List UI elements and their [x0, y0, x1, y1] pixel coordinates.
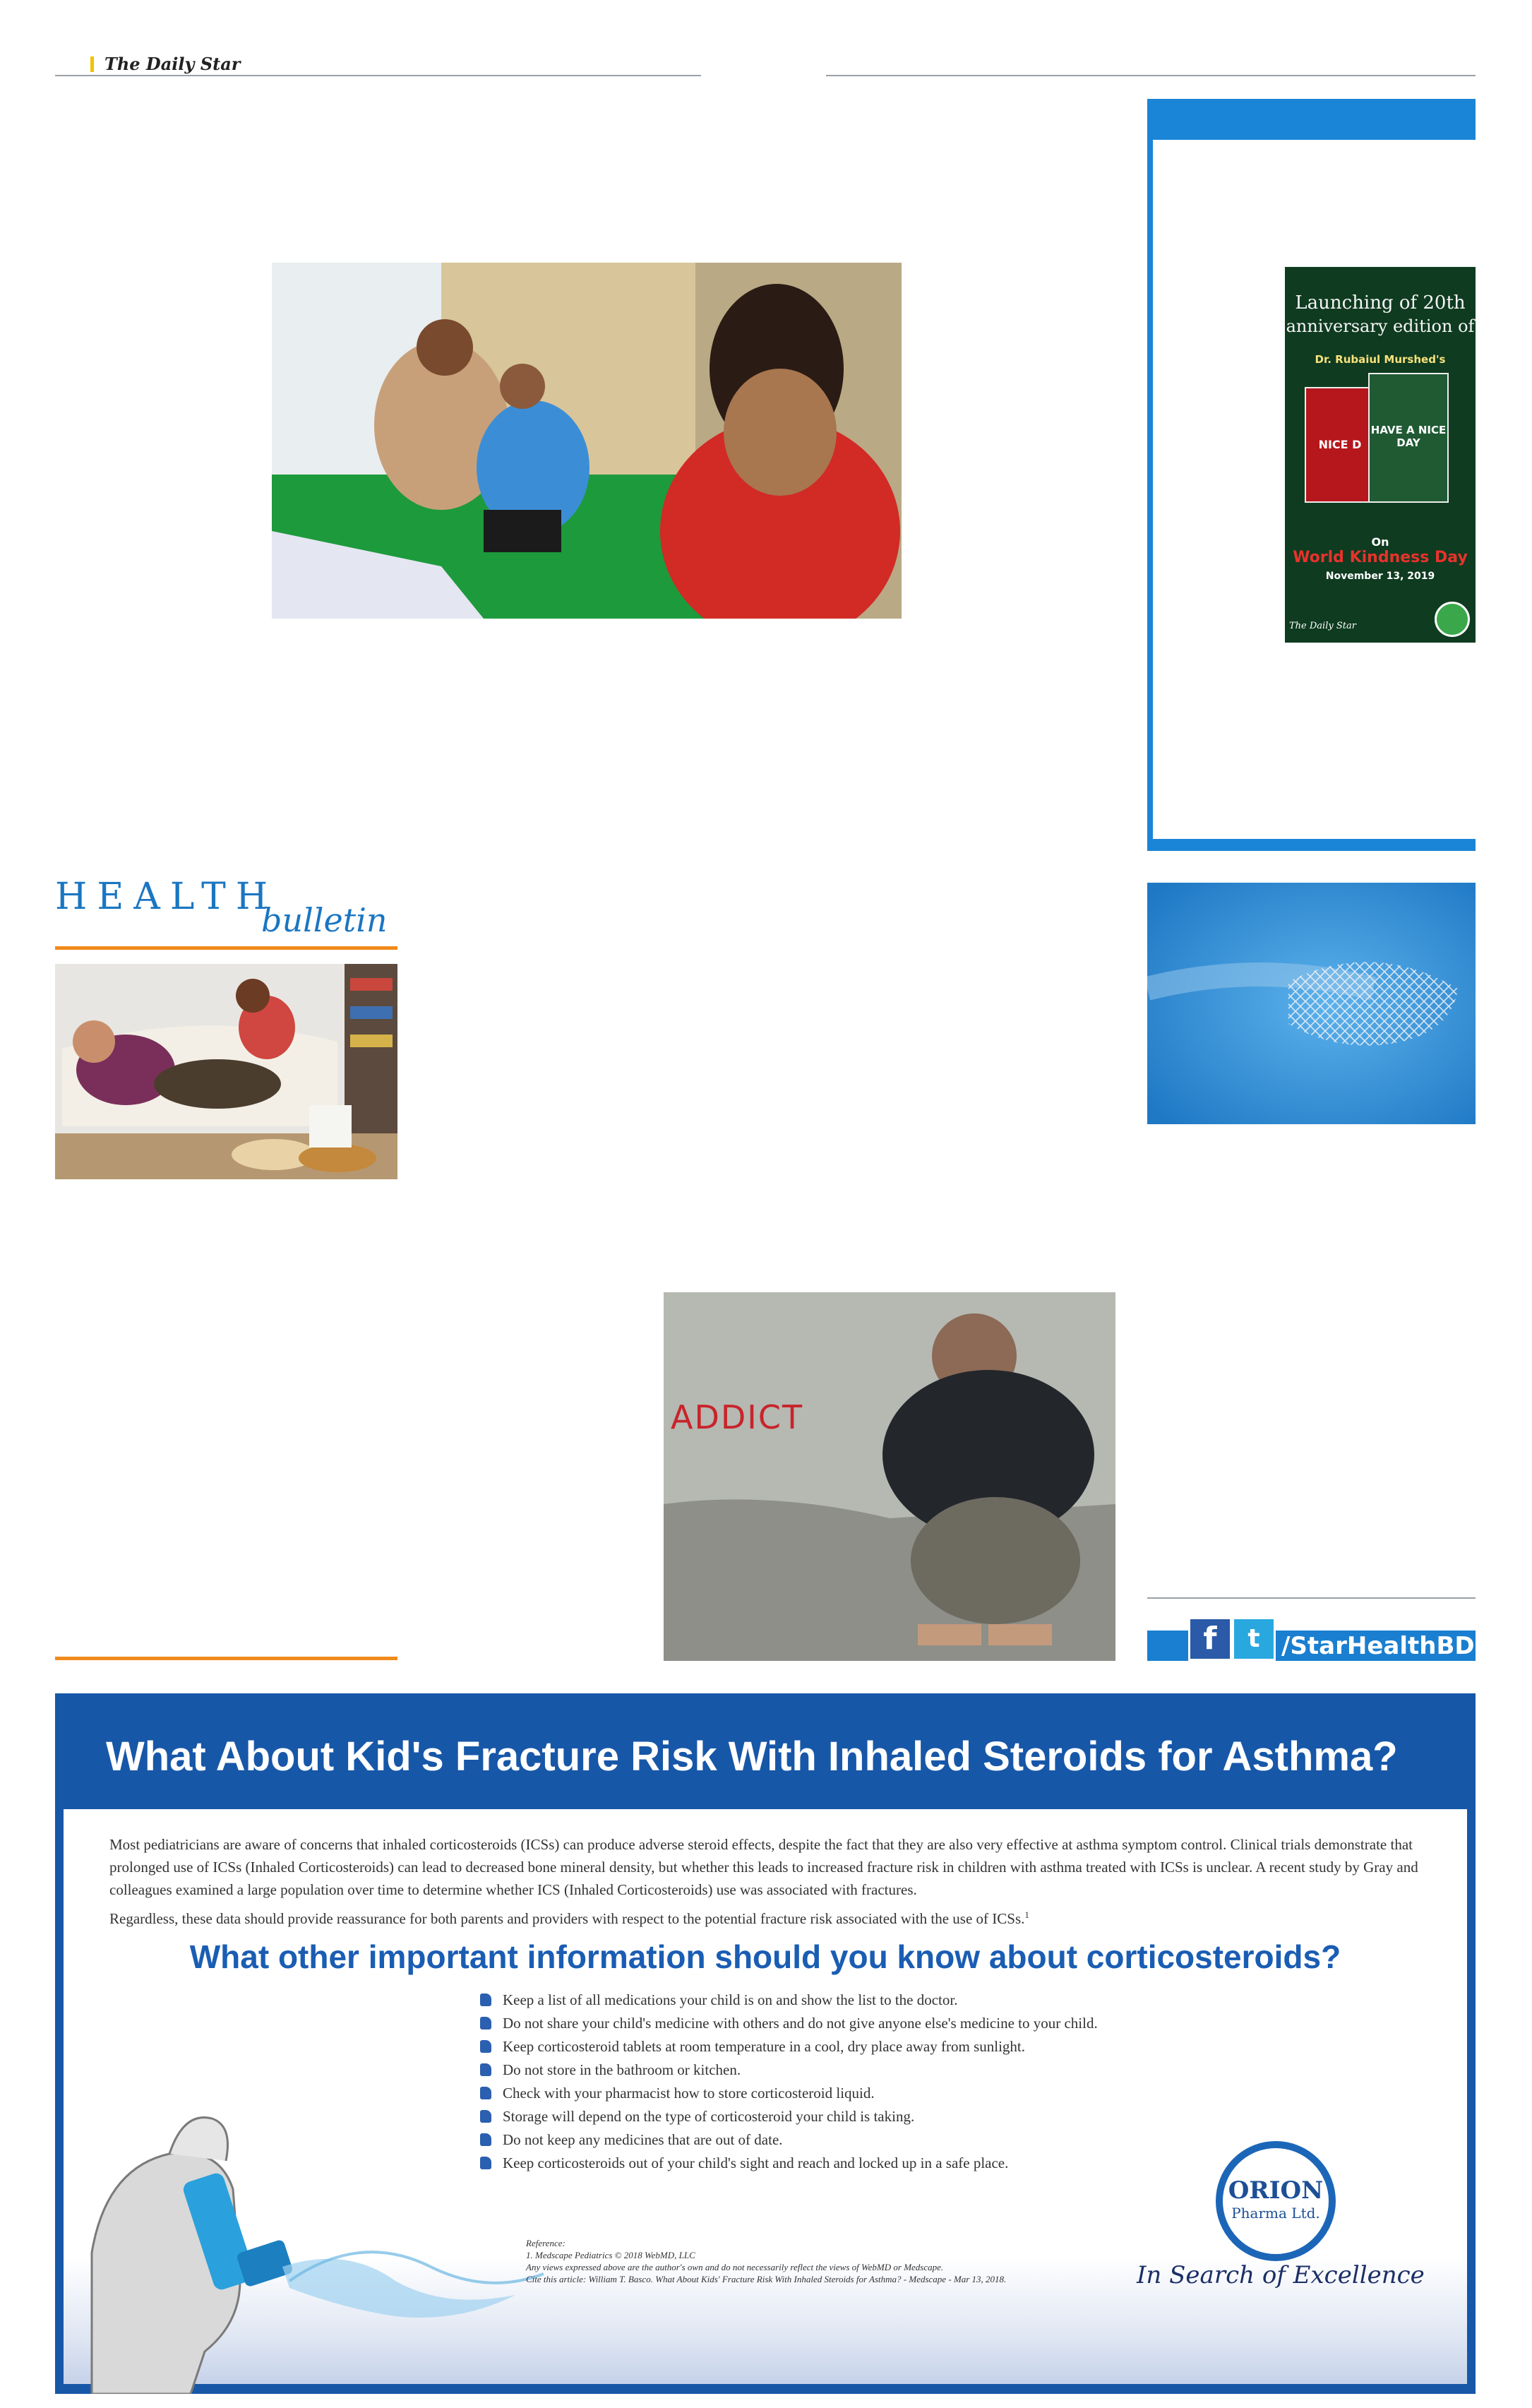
tip-text: Check with your pharmacist how to store corticosteroid liquid.	[503, 2085, 875, 2102]
health-bulletin-heading: HEALTH	[55, 876, 278, 918]
book-cover-green	[1368, 373, 1449, 503]
ad-paragraph-2	[109, 1904, 1423, 1930]
orion-brand-sub: Pharma Ltd.	[1231, 2205, 1320, 2222]
stent-photo	[1147, 883, 1476, 1124]
ad-paragraph-1: Most pediatricians are aware of concerns that inhaled corticosteroids (ICSs) can produce adverse steroid effects, despite the fact that they are also very effective at asthma symptom control. Clinical trials demonstrate that prolonged use of ICSs (Inhaled Corticosteroids) can lead to decreased bone mineral density, but whether this leads to increased fracture risk in children with asthma treated with ICSs is unclear. A recent study by Gray and colleagues examined a large population over time to determine whether ICS (Inhaled Corticosteroids) use was associated with fractures.	[109, 1836, 1418, 1898]
addict-photo	[664, 1292, 1115, 1661]
book-launch-ad[interactable]	[1285, 267, 1476, 643]
inhaler-bullet-icon	[480, 2017, 491, 2029]
tip-item	[480, 2035, 1257, 2058]
addict-wall-graffiti: ADDICT	[671, 1398, 804, 1436]
reference-line-3: Cite this article: William T. Basco. What About Kids' Fracture Risk With Inhaled Steroids for Asthma? - Medscape - Mar 13, 2018.	[526, 2274, 1007, 2284]
bulletin-bottom-rule	[55, 1657, 397, 1660]
tip-text: Keep a list of all medications your child is on and show the list to the doctor.	[503, 1991, 958, 2008]
tip-item	[480, 2082, 1257, 2105]
twitter-icon[interactable]: t	[1232, 1617, 1276, 1661]
bulletin-top-rule	[55, 946, 397, 950]
inhaler-bullet-icon	[480, 1993, 491, 2006]
tip-item	[480, 2058, 1257, 2082]
reference-line-2: Any views expressed above are the author's own and do not necessarily reflect the views of WebMD or Medscape.	[526, 2262, 944, 2272]
tip-text: Do not share your child's medicine with others and do not give anyone else's medicine to your child.	[503, 2015, 1098, 2032]
orion-tagline: In Search of Excellence	[1137, 2261, 1425, 2289]
tip-item	[480, 2012, 1257, 2035]
header-rule-left	[55, 75, 701, 76]
header-accent-bar	[90, 56, 94, 72]
inhaler-hand-illustration	[64, 2069, 558, 2394]
facebook-icon[interactable]: f	[1188, 1617, 1232, 1661]
publication-logo: The Daily Star	[104, 54, 241, 74]
ad-paragraph-2-sup: 1	[1024, 1909, 1029, 1920]
children-on-sofa-photo	[55, 964, 397, 1179]
ad-reference	[526, 2237, 1006, 2285]
reference-line-1: 1. Medscape Pediatrics © 2018 WebMD, LLC	[526, 2250, 695, 2260]
mother-feeding-child-photo	[272, 263, 902, 619]
inhaler-bullet-icon	[480, 2040, 491, 2053]
book-ad-author: Dr. Rubaiul Murshed's	[1315, 353, 1446, 366]
book-cover-red	[1305, 387, 1375, 503]
book-ad-date: November 13, 2019	[1325, 571, 1435, 582]
tip-item	[480, 2152, 1257, 2175]
ad-paragraph-2-text: Regardless, these data should provide reassurance for both parents and providers with respect to the potential fracture risk associated with the use of ICSs.	[109, 1910, 1025, 1927]
book-green-title: HAVE A NICE DAY	[1370, 424, 1447, 449]
health-bulletin-subheading: bulletin	[261, 901, 388, 939]
orion-brand-name: ORION	[1228, 2176, 1324, 2205]
book-ad-event: World Kindness Day	[1293, 549, 1468, 566]
header-rule-right	[826, 75, 1476, 76]
tip-text: Storage will depend on the type of corticosteroid your child is taking.	[503, 2108, 915, 2125]
social-handle[interactable]: /StarHealthBD	[1281, 1632, 1475, 1660]
kindness-seal-icon	[1435, 602, 1470, 637]
book-ad-publisher: The Daily Star	[1289, 621, 1356, 631]
reference-heading: Reference:	[526, 2238, 565, 2248]
tip-text: Do not keep any medicines that are out of date.	[503, 2131, 783, 2148]
tip-text: Keep corticosteroid tablets at room temperature in a cool, dry place away from sunlight.	[503, 2038, 1025, 2055]
social-divider	[1147, 1597, 1476, 1599]
tip-text: Keep corticosteroids out of your child's sight and reach and locked up in a safe place.	[503, 2154, 1009, 2171]
tip-item	[480, 2128, 1257, 2152]
tip-item	[480, 2105, 1257, 2128]
tip-text: Do not store in the bathroom or kitchen.	[503, 2061, 741, 2078]
book-ad-line1: Launching of 20th	[1295, 292, 1466, 314]
tip-item	[480, 1989, 1257, 2012]
ad-subtitle: What other important information should you know about corticosteroids?	[189, 1938, 1341, 1975]
book-ad-line2: anniversary edition of	[1286, 316, 1475, 336]
ad-title: What About Kid's Fracture Risk With Inhaled Steroids for Asthma?	[106, 1734, 1398, 1780]
tips-list	[480, 1989, 1257, 2175]
book-ad-on: On	[1371, 535, 1389, 549]
book-red-title: NICE D	[1318, 438, 1362, 451]
